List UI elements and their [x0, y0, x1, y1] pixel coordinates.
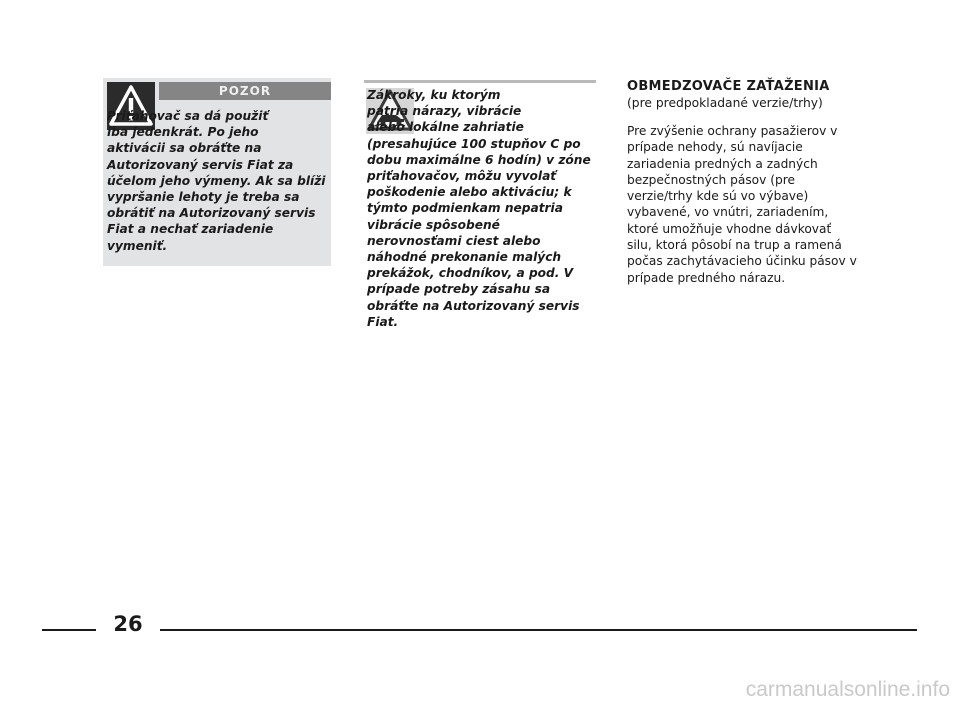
warning-text: Priťahovač sa dá použiť iba jedenkrát. Po jeho aktivácii sa obráťte na Autorizovaný servis Fiat za účelom jeho výmeny. Ak sa blíži vypršanie lehoty je treba sa obrátiť na Autorizovaný servis Fiat a nechať zariadenie vymeniť.	[107, 109, 326, 253]
section-body: Pre zvýšenie ochrany pasažierov v prípade nehody, sú navíjacie zariadenia predných a zadných bezpečnostných pásov (pre verzie/trhy kde sú vo výbave) vybavené, vo vnútri, zariadením, ktoré umožňuje vhodne dávkovať silu, ktorá pôsobí na trup a ramená počas zachytávacieho účinku pásov v prípade predného nárazu.	[627, 124, 857, 285]
section-heading: OBMEDZOVAČE ZAŤAŽENIA	[627, 79, 830, 94]
note-top-rule	[364, 80, 596, 83]
note-text: Zákroky, ku ktorým patria nárazy, vibrácie alebo lokálne zahriatie (presahujúce 100 stupňov C po dobu maximálne 6 hodín) v zóne priťahovačov, môžu vyvolať poškodenie alebo aktiváciu; k týmto podmienkam nepatria vibrácie spôsobené nerovnosťami ciest alebo náhodné prekonanie malých prekážok, chodníkov, a pod. V prípade potreby zásahu sa obráťte na Autorizovaný servis Fiat.	[367, 88, 591, 329]
section-subheading: (pre predpokladané verzie/trhy)	[627, 96, 823, 110]
page-number: 26	[113, 612, 143, 636]
footer-rule-right	[160, 629, 917, 631]
watermark: carmanualsonline.info	[745, 678, 950, 701]
warning-banner: POZOR	[159, 82, 331, 100]
footer-rule-left	[42, 629, 96, 631]
warning-box	[103, 78, 331, 266]
